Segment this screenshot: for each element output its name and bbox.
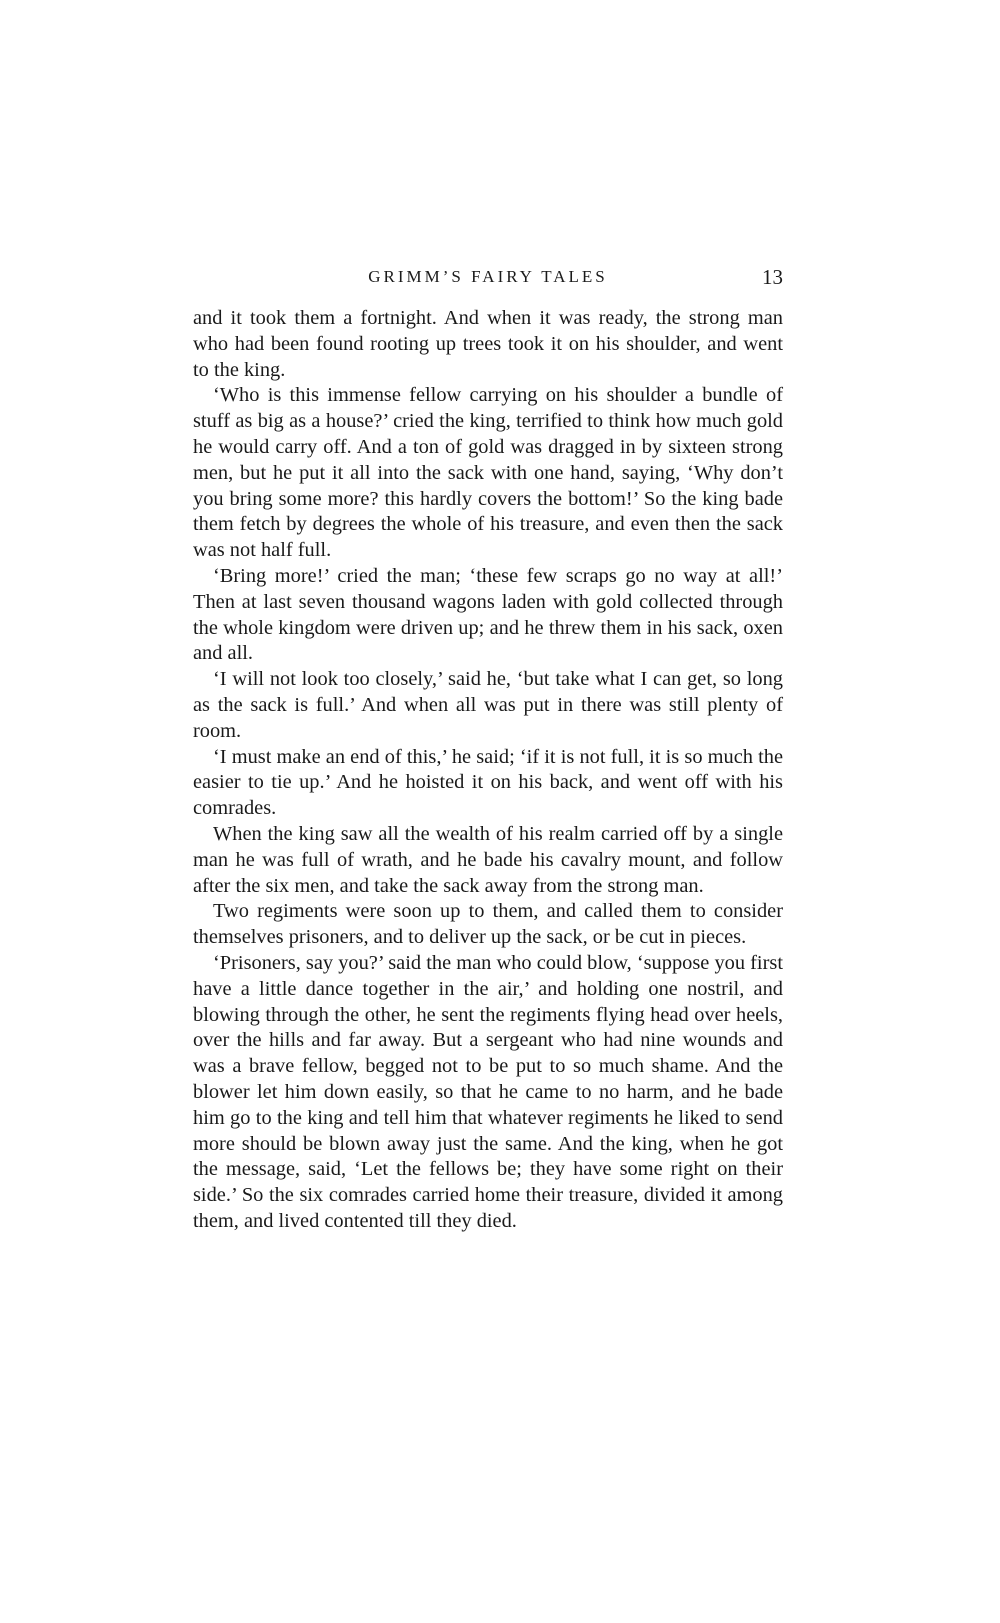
paragraph: ‘Bring more!’ cried the man; ‘these few scraps go no way at all!’ Then at last seven thousand wagons laden with gold collected through the whole kingdom were driven up; and he threw them in his sack, oxen and all. <box>193 564 783 665</box>
paragraph: When the king saw all the wealth of his realm carried off by a single man he was full of wrath, and he bade his cavalry mount, and follow after the six men, and take the sack away from the strong man. <box>193 822 783 897</box>
running-head <box>193 263 783 293</box>
running-title: GRIMM’S FAIRY TALES <box>368 267 608 286</box>
paragraph: ‘Prisoners, say you?’ said the man who could blow, ‘suppose you first have a little dance together in the air,’ and holding one nostril, and blowing through the other, he sent the regiments flying head over heels, over the hills and far away. But a sergeant who had nine wounds and was a brave fellow, begged not to be put to so much shame. And the blower let him down easily, so that he came to no harm, and he bade him go to the king and tell him that whatever regiments he liked to send more should be blown away just the same. And the king, when he got the message, said, ‘Let the fellows be; they have some right on their side.’ So the six comrades carried home their treasure, divided it among them, and lived contented till they died. <box>193 951 783 1232</box>
paragraph: Two regiments were soon up to them, and called them to consider themselves prisoners, and to deliver up the sack, or be cut in pieces. <box>193 900 783 949</box>
page-number: 13 <box>762 265 783 289</box>
paragraph: ‘I must make an end of this,’ he said; ‘if it is not full, it is so much the easier to tie up.’ And he hoisted it on his back, and went off with his comrades. <box>193 745 783 820</box>
paragraph: and it took them a fortnight. And when it was ready, the strong man who had been found rooting up trees took it on his shoulder, and went to the king. <box>193 307 783 381</box>
body-text <box>193 306 783 1235</box>
paragraph: ‘I will not look too closely,’ said he, ‘but take what I can get, so long as the sack is full.’ And when all was put in there was still plenty of room. <box>193 668 783 742</box>
paragraph: ‘Who is this immense fellow carrying on his shoulder a bundle of stuff as big as a house?’ cried the king, terrified to think how much gold he would carry off. And a ton of gold was dragged in by sixteen strong men, but he put it all into the sack with one hand, saying, ‘Why don’t you bring some more? this hardly covers the bottom!’ So the king bade them fetch by degrees the whole of his treasure, and even then the sack was not half full. <box>193 384 783 562</box>
